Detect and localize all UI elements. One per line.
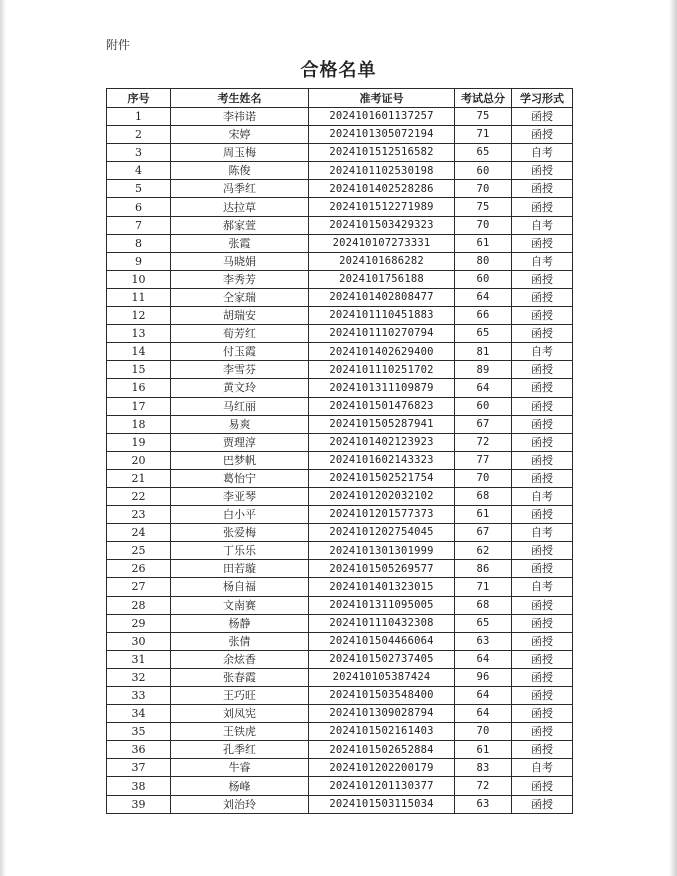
cell-study-mode: 函授 <box>512 126 573 144</box>
table-row <box>107 234 573 252</box>
page-edge-left <box>0 0 6 876</box>
cell-number: 31 <box>107 650 171 668</box>
cell-study-mode: 函授 <box>512 650 573 668</box>
cell-score: 63 <box>455 632 512 650</box>
cell-score: 70 <box>455 723 512 741</box>
cell-name: 达拉草 <box>171 198 309 216</box>
cell-number: 12 <box>107 307 171 325</box>
table-row <box>107 542 573 560</box>
cell-number: 30 <box>107 632 171 650</box>
cell-study-mode: 函授 <box>512 270 573 288</box>
cell-study-mode: 函授 <box>512 777 573 795</box>
cell-score: 62 <box>455 542 512 560</box>
cell-study-mode: 自考 <box>512 252 573 270</box>
cell-exam-id: 2024101503115034 <box>309 795 455 813</box>
cell-score: 68 <box>455 596 512 614</box>
cell-score: 60 <box>455 397 512 415</box>
table-row <box>107 415 573 433</box>
cell-name: 贾理淳 <box>171 433 309 451</box>
cell-number: 19 <box>107 433 171 451</box>
cell-name: 荀芳红 <box>171 325 309 343</box>
cell-exam-id: 2024101202200179 <box>309 759 455 777</box>
cell-study-mode: 函授 <box>512 397 573 415</box>
cell-exam-id: 2024101309028794 <box>309 705 455 723</box>
cell-number: 23 <box>107 506 171 524</box>
cell-score: 70 <box>455 469 512 487</box>
cell-exam-id: 2024101502737405 <box>309 650 455 668</box>
table-row <box>107 198 573 216</box>
cell-exam-id: 2024101110432308 <box>309 614 455 632</box>
cell-number: 18 <box>107 415 171 433</box>
cell-number: 25 <box>107 542 171 560</box>
table-row <box>107 524 573 542</box>
cell-score: 96 <box>455 668 512 686</box>
cell-number: 37 <box>107 759 171 777</box>
table-row <box>107 288 573 306</box>
cell-name: 马红丽 <box>171 397 309 415</box>
cell-score: 83 <box>455 759 512 777</box>
table-row <box>107 162 573 180</box>
cell-number: 17 <box>107 397 171 415</box>
cell-name: 王铁虎 <box>171 723 309 741</box>
cell-exam-id: 2024101110270794 <box>309 325 455 343</box>
cell-name: 牛睿 <box>171 759 309 777</box>
cell-number: 16 <box>107 379 171 397</box>
cell-exam-id: 2024101502652884 <box>309 741 455 759</box>
cell-number: 28 <box>107 596 171 614</box>
table-row <box>107 252 573 270</box>
cell-study-mode: 函授 <box>512 198 573 216</box>
cell-exam-id: 2024101102530198 <box>309 162 455 180</box>
cell-name: 李亚琴 <box>171 487 309 505</box>
cell-study-mode: 函授 <box>512 687 573 705</box>
cell-score: 80 <box>455 252 512 270</box>
cell-name: 黄文玲 <box>171 379 309 397</box>
cell-number: 27 <box>107 578 171 596</box>
table-row <box>107 487 573 505</box>
table-row <box>107 144 573 162</box>
cell-score: 64 <box>455 379 512 397</box>
cell-exam-id: 202410105387424 <box>309 668 455 686</box>
cell-exam-id: 2024101202754045 <box>309 524 455 542</box>
cell-exam-id: 2024101311109879 <box>309 379 455 397</box>
cell-exam-id: 2024101402123923 <box>309 433 455 451</box>
cell-score: 75 <box>455 108 512 126</box>
qualified-list-table <box>106 88 573 814</box>
cell-study-mode: 自考 <box>512 343 573 361</box>
page-title: 合格名单 <box>300 60 377 81</box>
cell-number: 4 <box>107 162 171 180</box>
cell-exam-id: 2024101301301999 <box>309 542 455 560</box>
table-row <box>107 108 573 126</box>
cell-name: 刘凤宪 <box>171 705 309 723</box>
cell-name: 田若璇 <box>171 560 309 578</box>
table-row <box>107 777 573 795</box>
cell-number: 15 <box>107 361 171 379</box>
cell-number: 1 <box>107 108 171 126</box>
column-header-score: 考试总分 <box>455 89 512 108</box>
table-row <box>107 506 573 524</box>
cell-number: 7 <box>107 216 171 234</box>
cell-exam-id: 2024101756188 <box>309 270 455 288</box>
cell-score: 68 <box>455 487 512 505</box>
cell-study-mode: 自考 <box>512 487 573 505</box>
cell-study-mode: 函授 <box>512 596 573 614</box>
cell-score: 67 <box>455 415 512 433</box>
page-edge-right <box>669 0 677 876</box>
table-row <box>107 325 573 343</box>
cell-score: 61 <box>455 506 512 524</box>
cell-study-mode: 函授 <box>512 433 573 451</box>
cell-name: 李秀芳 <box>171 270 309 288</box>
cell-name: 葛怡宁 <box>171 469 309 487</box>
cell-name: 张爱梅 <box>171 524 309 542</box>
cell-exam-id: 2024101305072194 <box>309 126 455 144</box>
cell-exam-id: 2024101504466064 <box>309 632 455 650</box>
cell-name: 张倩 <box>171 632 309 650</box>
cell-name: 刘治玲 <box>171 795 309 813</box>
cell-name: 文南赛 <box>171 596 309 614</box>
cell-study-mode: 函授 <box>512 234 573 252</box>
cell-name: 付玉霞 <box>171 343 309 361</box>
cell-number: 8 <box>107 234 171 252</box>
cell-study-mode: 函授 <box>512 542 573 560</box>
cell-score: 63 <box>455 795 512 813</box>
cell-number: 38 <box>107 777 171 795</box>
column-header-study-mode: 学习形式 <box>512 89 573 108</box>
cell-exam-id: 2024101311095005 <box>309 596 455 614</box>
cell-study-mode: 函授 <box>512 795 573 813</box>
cell-exam-id: 2024101503548400 <box>309 687 455 705</box>
cell-name: 丁乐乐 <box>171 542 309 560</box>
cell-score: 65 <box>455 325 512 343</box>
cell-score: 89 <box>455 361 512 379</box>
table-row <box>107 126 573 144</box>
cell-score: 64 <box>455 288 512 306</box>
cell-study-mode: 函授 <box>512 108 573 126</box>
cell-score: 60 <box>455 162 512 180</box>
table-body <box>107 108 573 814</box>
cell-score: 70 <box>455 180 512 198</box>
table-row <box>107 741 573 759</box>
table-row <box>107 307 573 325</box>
cell-study-mode: 函授 <box>512 415 573 433</box>
cell-score: 70 <box>455 216 512 234</box>
cell-study-mode: 函授 <box>512 506 573 524</box>
cell-name: 杨自福 <box>171 578 309 596</box>
table-row <box>107 361 573 379</box>
cell-exam-id: 2024101110251702 <box>309 361 455 379</box>
table-row <box>107 650 573 668</box>
cell-exam-id: 202410107273331 <box>309 234 455 252</box>
cell-name: 巴梦帆 <box>171 451 309 469</box>
cell-exam-id: 2024101503429323 <box>309 216 455 234</box>
cell-number: 22 <box>107 487 171 505</box>
cell-name: 周玉梅 <box>171 144 309 162</box>
cell-score: 72 <box>455 777 512 795</box>
cell-number: 20 <box>107 451 171 469</box>
cell-study-mode: 函授 <box>512 180 573 198</box>
cell-score: 71 <box>455 578 512 596</box>
cell-exam-id: 2024101505269577 <box>309 560 455 578</box>
cell-exam-id: 2024101201577373 <box>309 506 455 524</box>
cell-number: 21 <box>107 469 171 487</box>
column-header-exam-id: 准考证号 <box>309 89 455 108</box>
cell-name: 白小平 <box>171 506 309 524</box>
cell-study-mode: 函授 <box>512 614 573 632</box>
cell-number: 35 <box>107 723 171 741</box>
table-row <box>107 596 573 614</box>
cell-study-mode: 函授 <box>512 379 573 397</box>
cell-exam-id: 2024101501476823 <box>309 397 455 415</box>
cell-exam-id: 2024101402528286 <box>309 180 455 198</box>
attachment-label: 附件 <box>106 38 131 52</box>
table-row <box>107 469 573 487</box>
column-header-name: 考生姓名 <box>171 89 309 108</box>
cell-name: 冯季红 <box>171 180 309 198</box>
cell-study-mode: 函授 <box>512 560 573 578</box>
table-header-row <box>107 89 573 108</box>
cell-score: 71 <box>455 126 512 144</box>
cell-exam-id: 2024101402808477 <box>309 288 455 306</box>
cell-name: 李祎诺 <box>171 108 309 126</box>
cell-exam-id: 2024101512516582 <box>309 144 455 162</box>
cell-exam-id: 2024101502161403 <box>309 723 455 741</box>
cell-number: 2 <box>107 126 171 144</box>
cell-score: 64 <box>455 650 512 668</box>
cell-exam-id: 2024101402629400 <box>309 343 455 361</box>
cell-name: 李雪芬 <box>171 361 309 379</box>
cell-name: 王巧旺 <box>171 687 309 705</box>
table-row <box>107 216 573 234</box>
cell-number: 9 <box>107 252 171 270</box>
cell-exam-id: 2024101602143323 <box>309 451 455 469</box>
cell-name: 马晓娟 <box>171 252 309 270</box>
cell-name: 余炫香 <box>171 650 309 668</box>
cell-study-mode: 函授 <box>512 741 573 759</box>
cell-score: 81 <box>455 343 512 361</box>
cell-score: 86 <box>455 560 512 578</box>
cell-number: 36 <box>107 741 171 759</box>
cell-study-mode: 函授 <box>512 705 573 723</box>
cell-name: 胡瑞安 <box>171 307 309 325</box>
cell-score: 75 <box>455 198 512 216</box>
cell-number: 10 <box>107 270 171 288</box>
table-row <box>107 795 573 813</box>
column-header-number: 序号 <box>107 89 171 108</box>
cell-exam-id: 2024101201130377 <box>309 777 455 795</box>
table-row <box>107 451 573 469</box>
cell-study-mode: 函授 <box>512 307 573 325</box>
cell-study-mode: 函授 <box>512 361 573 379</box>
cell-number: 14 <box>107 343 171 361</box>
cell-exam-id: 2024101686282 <box>309 252 455 270</box>
cell-name: 杨峰 <box>171 777 309 795</box>
cell-number: 13 <box>107 325 171 343</box>
cell-study-mode: 函授 <box>512 632 573 650</box>
table-row <box>107 705 573 723</box>
cell-score: 61 <box>455 234 512 252</box>
table-row <box>107 668 573 686</box>
cell-score: 61 <box>455 741 512 759</box>
table-row <box>107 270 573 288</box>
cell-study-mode: 函授 <box>512 451 573 469</box>
cell-exam-id: 2024101202032102 <box>309 487 455 505</box>
cell-study-mode: 函授 <box>512 668 573 686</box>
table-row <box>107 614 573 632</box>
cell-exam-id: 2024101505287941 <box>309 415 455 433</box>
table-row <box>107 578 573 596</box>
cell-score: 77 <box>455 451 512 469</box>
cell-study-mode: 自考 <box>512 578 573 596</box>
cell-name: 张霞 <box>171 234 309 252</box>
cell-score: 66 <box>455 307 512 325</box>
cell-name: 仝家瑞 <box>171 288 309 306</box>
cell-exam-id: 2024101502521754 <box>309 469 455 487</box>
cell-number: 26 <box>107 560 171 578</box>
cell-number: 24 <box>107 524 171 542</box>
table-row <box>107 343 573 361</box>
cell-exam-id: 2024101110451883 <box>309 307 455 325</box>
table-row <box>107 759 573 777</box>
cell-number: 6 <box>107 198 171 216</box>
cell-number: 33 <box>107 687 171 705</box>
cell-study-mode: 自考 <box>512 524 573 542</box>
table-row <box>107 379 573 397</box>
cell-study-mode: 函授 <box>512 723 573 741</box>
cell-score: 65 <box>455 614 512 632</box>
table-row <box>107 687 573 705</box>
cell-score: 64 <box>455 705 512 723</box>
cell-number: 5 <box>107 180 171 198</box>
table-row <box>107 433 573 451</box>
cell-name: 郝家萱 <box>171 216 309 234</box>
cell-number: 29 <box>107 614 171 632</box>
cell-number: 34 <box>107 705 171 723</box>
cell-number: 11 <box>107 288 171 306</box>
table-row <box>107 560 573 578</box>
cell-name: 陈俊 <box>171 162 309 180</box>
cell-study-mode: 自考 <box>512 759 573 777</box>
cell-name: 宋婷 <box>171 126 309 144</box>
cell-number: 32 <box>107 668 171 686</box>
cell-score: 60 <box>455 270 512 288</box>
cell-study-mode: 函授 <box>512 469 573 487</box>
cell-name: 孔季红 <box>171 741 309 759</box>
table-row <box>107 632 573 650</box>
cell-score: 65 <box>455 144 512 162</box>
cell-study-mode: 自考 <box>512 216 573 234</box>
cell-name: 易爽 <box>171 415 309 433</box>
cell-number: 3 <box>107 144 171 162</box>
cell-study-mode: 函授 <box>512 162 573 180</box>
cell-study-mode: 函授 <box>512 288 573 306</box>
table-row <box>107 180 573 198</box>
cell-name: 张春霞 <box>171 668 309 686</box>
cell-exam-id: 2024101601137257 <box>309 108 455 126</box>
cell-exam-id: 2024101401323015 <box>309 578 455 596</box>
table-row <box>107 723 573 741</box>
cell-study-mode: 自考 <box>512 144 573 162</box>
cell-score: 64 <box>455 687 512 705</box>
cell-number: 39 <box>107 795 171 813</box>
cell-score: 67 <box>455 524 512 542</box>
table-row <box>107 397 573 415</box>
cell-score: 72 <box>455 433 512 451</box>
cell-exam-id: 2024101512271989 <box>309 198 455 216</box>
cell-study-mode: 函授 <box>512 325 573 343</box>
cell-name: 杨静 <box>171 614 309 632</box>
